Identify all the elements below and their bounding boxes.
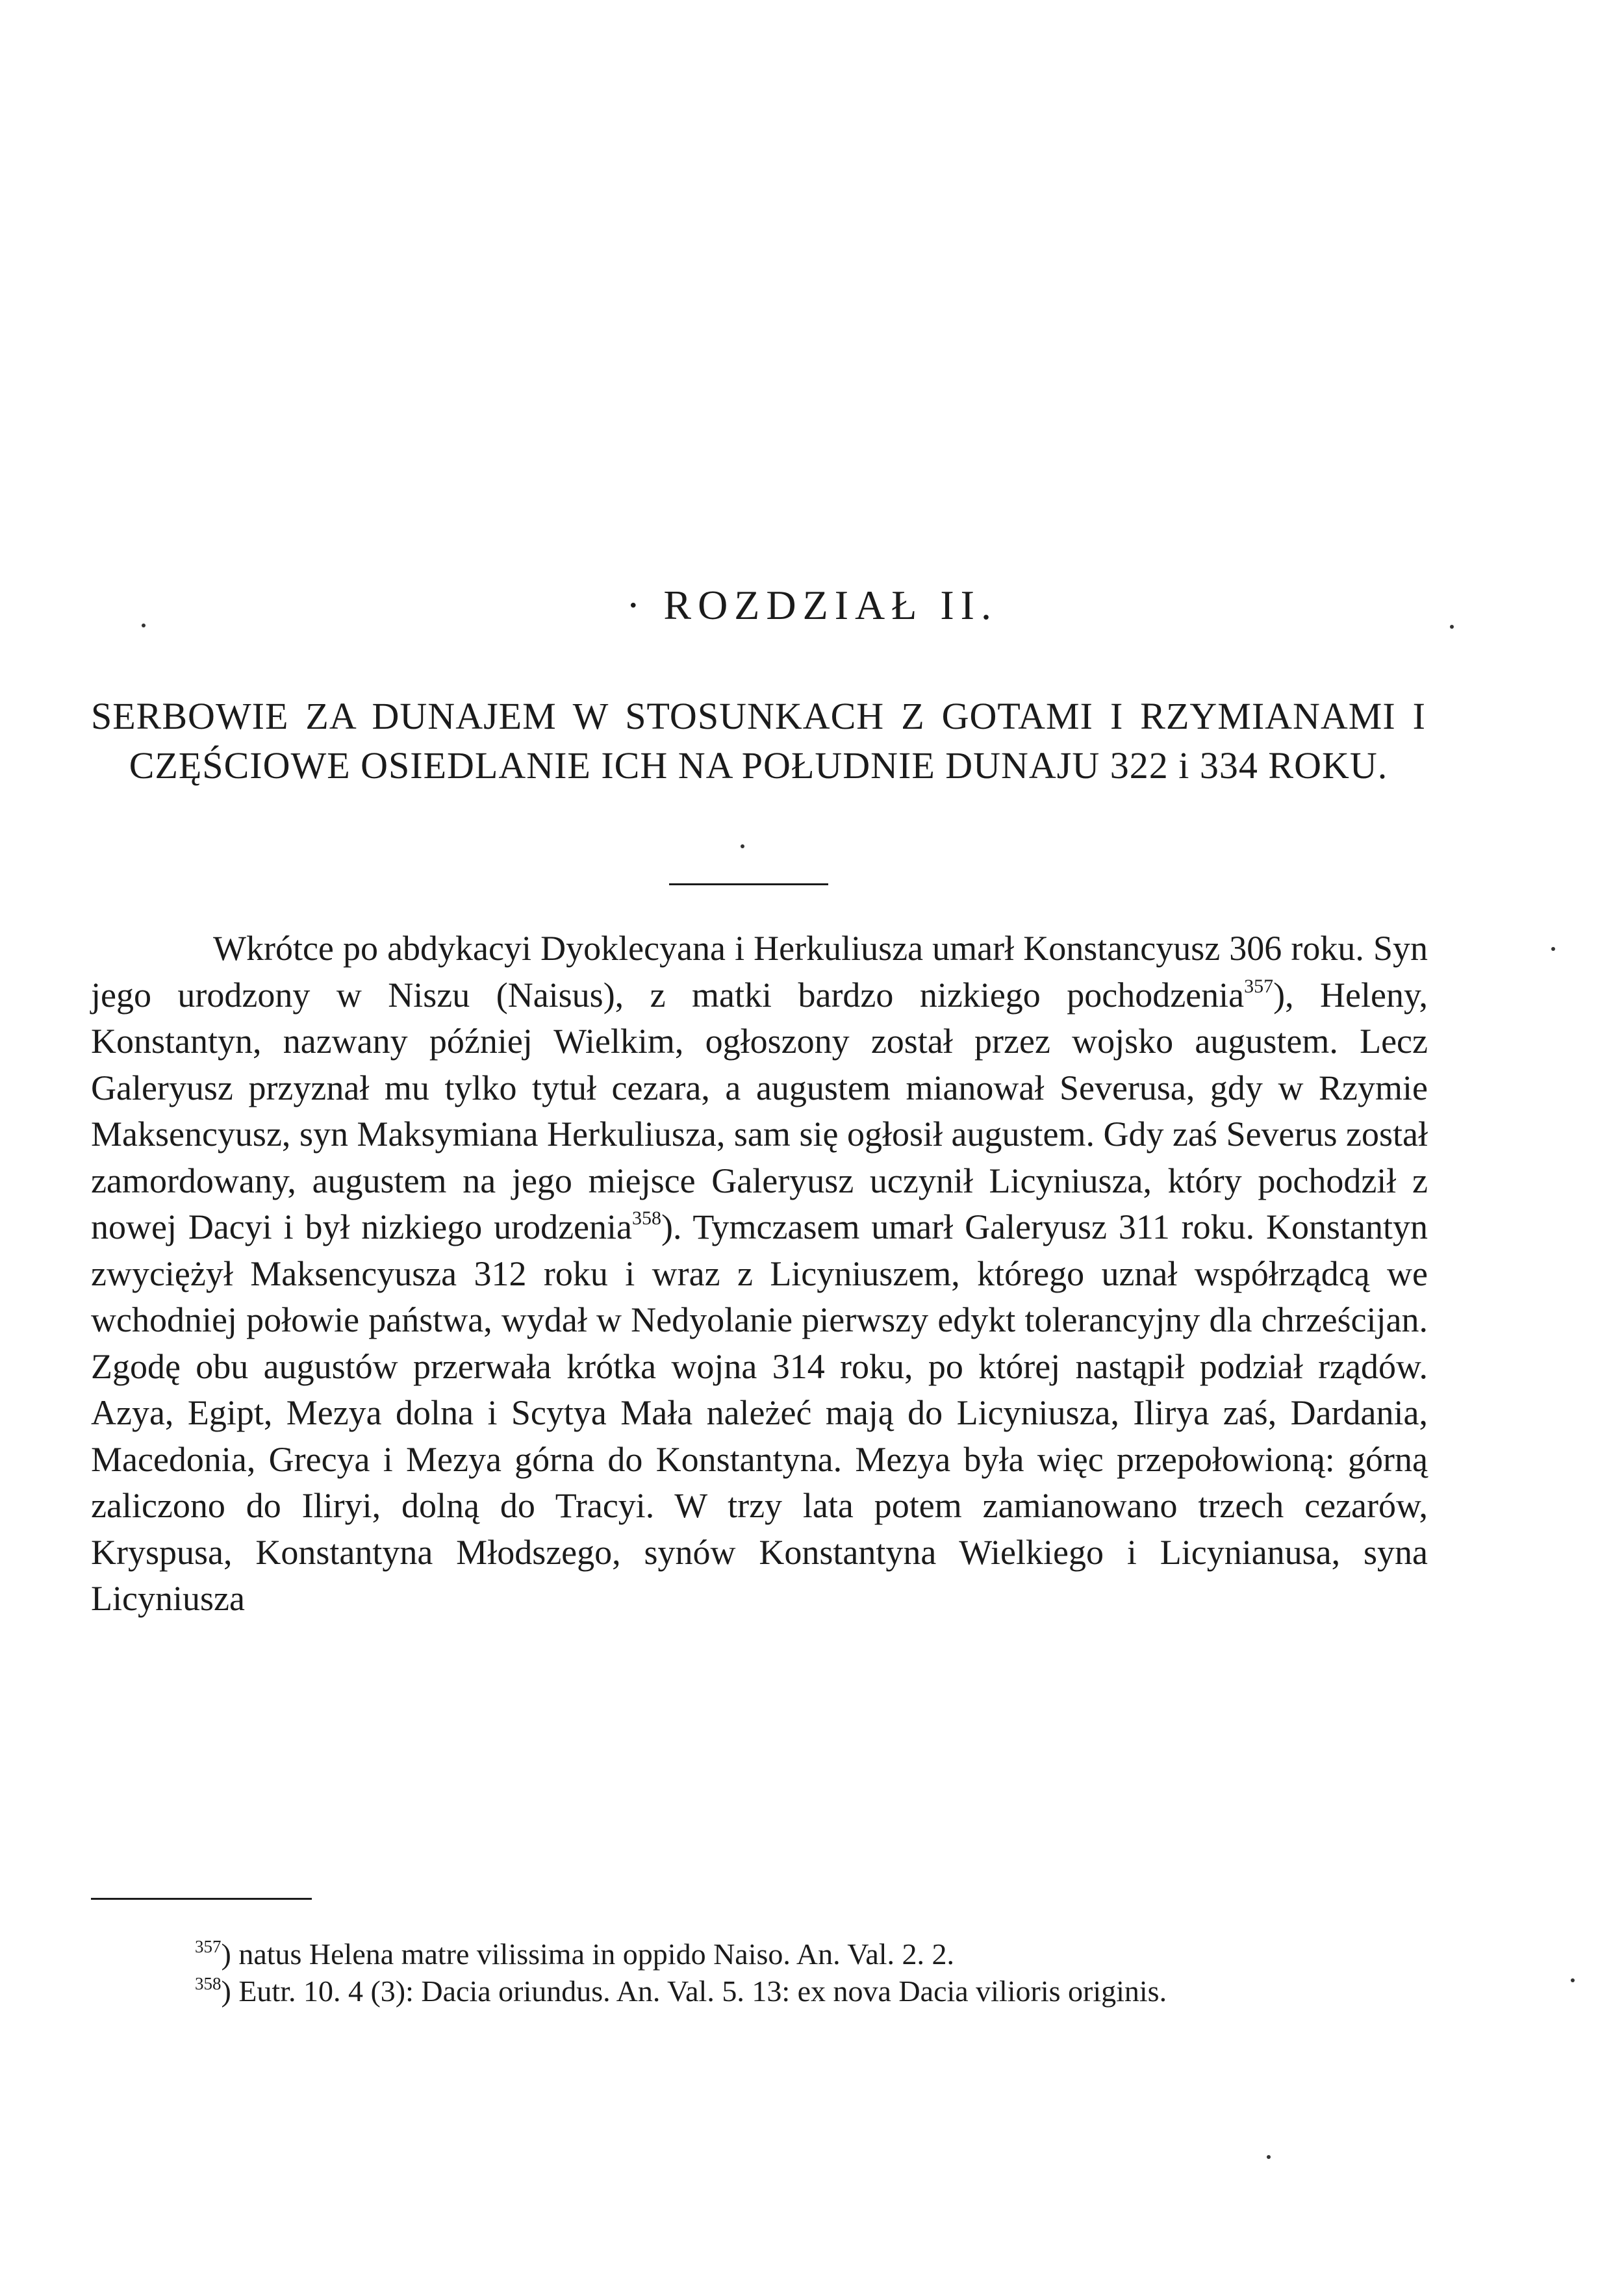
print-speck: [1450, 625, 1454, 629]
title-divider: [669, 883, 828, 885]
footnote-number: 357: [195, 1937, 222, 1956]
paragraph-text: ). Tymczasem umarł Galeryusz 311 roku. Konstantyn zwyciężył Maksencyusza 312 roku i wraz z Licyniuszem, którego uznał współrządcą we wchodniej połowie państwa, wydał w Nedyolanie pierwszy edykt tolerancyjny dla chrześcijan. Zgodę obu augustów przerwała krótka wojna 314 roku, po której nastąpił podział rządów. Azya, Egipt, Mezya dolna i Scytya Mała należeć mają do Licyniusza, Ilirya zaś, Dardania, Macedonia, Grecya i Mezya górna do Konstantyna. Mezya była więc przepołowioną: górną zaliczono do Iliryi, dolną do Tracyi. W trzy lata potem zamianowano trzech cezarów, Kryspusa, Konstantyna Młodszego, synów Konstantyna Wielkiego i Licynianusa, syna Licyniusza: [91, 1207, 1428, 1618]
paragraph-text: ), Heleny, Konstantyn, nazwany później Wielkim, ogłoszony został przez wojsko augustem. Lecz Galeryusz przyznał mu tylko tytuł cezara, a augustem mianował Severusa, gdy w Rzymie Maksencyusz, syn Maksymiana Herkuliusza, sam się ogłosił augustem. Gdy zaś Severus został zamordowany, augustem na jego miejsce Galeryusz uczynił Licyniusza, który pochodził z nowej Dacyi i był nizkiego urodzenia: [91, 975, 1428, 1246]
footnote-ref: 358: [631, 1207, 661, 1229]
print-speck: [1267, 2155, 1271, 2159]
footnotes: [91, 1936, 1428, 2010]
chapter-heading: · ROZDZIAŁ II.: [626, 582, 998, 628]
body-text: [91, 926, 1428, 1622]
paragraph: [91, 926, 1428, 1622]
footnote: [91, 1936, 1428, 1973]
footnote-divider: [91, 1898, 312, 1900]
print-speck: [142, 624, 146, 627]
paragraph-text: Wkrótce po abdykacyi Dyoklecyana i Herkuliusza umarł Konstancyusz 306 roku. Syn jego urodzony w Niszu (Naisus), z matki bardzo nizkiego pochodzenia: [91, 929, 1428, 1015]
footnote-text: ) natus Helena matre vilissima in oppido Naiso. An. Val. 2. 2.: [221, 1937, 955, 1971]
print-speck: [1551, 947, 1555, 951]
print-speck: [1571, 1978, 1575, 1982]
footnote-ref: 357: [1244, 975, 1274, 997]
footnote-number: 358: [195, 1974, 222, 1993]
print-speck: [741, 844, 744, 848]
chapter-title: SERBOWIE ZA DUNAJEM W STOSUNKACH Z GOTAMI I RZYMIANAMI I CZĘŚCIOWE OSIEDLANIE ICH NA POŁUDNIE DUNAJU 322 i 334 ROKU.: [91, 695, 1426, 787]
footnote-text: ) Eutr. 10. 4 (3): Dacia oriundus. An. Val. 5. 13: ex nova Dacia vilioris originis.: [221, 1974, 1167, 2008]
footnote: [91, 1973, 1428, 2010]
